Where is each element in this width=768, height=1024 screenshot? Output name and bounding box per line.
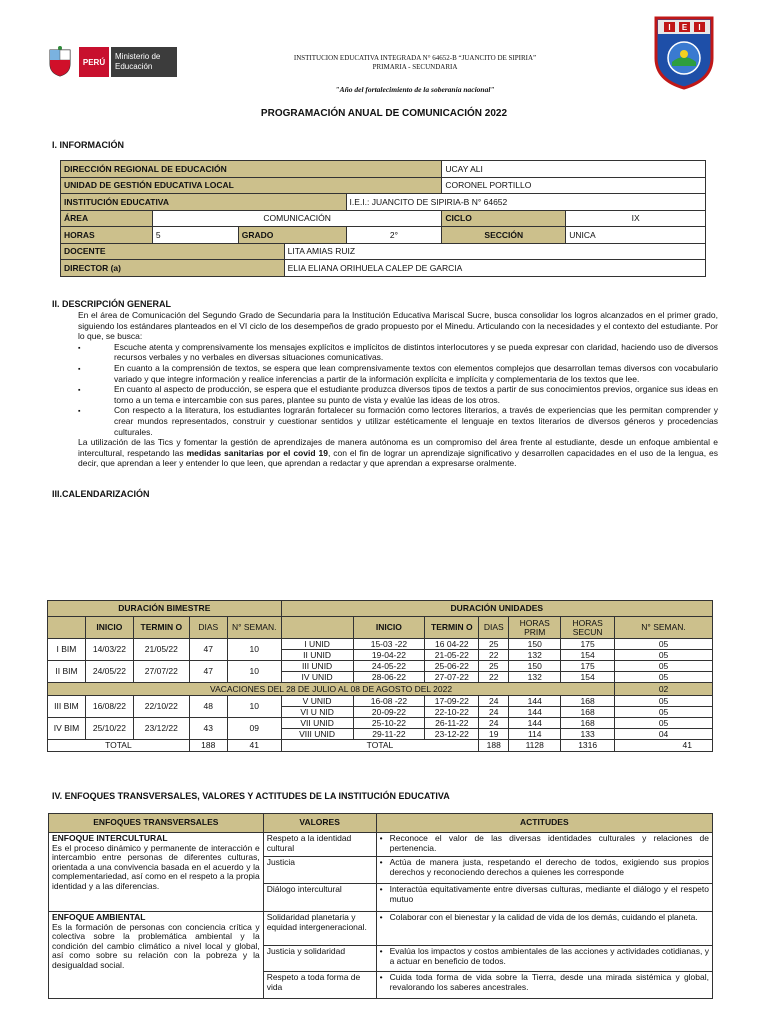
document-title: PROGRAMACIÓN ANUAL DE COMUNICACIÓN 2022: [260, 108, 508, 119]
unit-horas-prim: 144: [509, 696, 561, 707]
bim-inicio: 14/03/22: [85, 639, 133, 661]
unit-dias: 22: [479, 650, 509, 661]
total-horas-prim: 1128: [509, 740, 561, 752]
bim-dias: 43: [189, 718, 227, 740]
description-bullet: [78, 384, 718, 405]
bullet-icon: [380, 947, 390, 966]
unit-horas-secun: 168: [561, 718, 615, 729]
bullet-text: En cuanto al aspecto de producción, se espera que el estudiante produzca diversos tipos de textos a partir de sus conocimientos previos, organice sus ideas en torno a un tema e intercambie con sus pares, plantee su punto de vista y evalúe las ideas de los otros.: [114, 384, 718, 405]
ie-label: INSTITUCIÓN EDUCATIVA: [61, 194, 347, 211]
total-bim-dias: 188: [189, 740, 227, 752]
bim-name: II BIM: [48, 661, 86, 683]
bim-termino: 22/10/22: [133, 696, 189, 718]
unit-semanas: 04: [615, 729, 713, 740]
blank-cell: [48, 617, 86, 639]
ugel-label: UNIDAD DE GESTIÓN EDUCATIVA LOCAL: [61, 177, 442, 194]
bim-semanas: 10: [227, 639, 281, 661]
unit-horas-prim: 144: [509, 718, 561, 729]
unit-horas-prim: 114: [509, 729, 561, 740]
bim-inicio: 24/05/22: [85, 661, 133, 683]
enfoque-cell: [49, 833, 264, 912]
unit-inicio: 28-06-22: [353, 672, 425, 683]
bim-name: IV BIM: [48, 718, 86, 740]
unit-semanas: 05: [615, 696, 713, 707]
enfoques-table: [48, 813, 713, 999]
bim-inicio: 25/10/22: [85, 718, 133, 740]
unit-semanas: 05: [615, 707, 713, 718]
total-label: TOTAL: [281, 740, 479, 752]
section-heading-info: I. INFORMACIÓN: [52, 140, 124, 150]
valor-cell: Justicia: [263, 857, 376, 884]
director-value: ELIA ELIANA ORIHUELA CALEP DE GARCIA: [284, 260, 705, 277]
bullet-icon: [78, 342, 114, 363]
area-value: COMUNICACIÓN: [152, 210, 442, 227]
ciclo-value: IX: [566, 210, 706, 227]
actitud-cell: [376, 946, 712, 972]
unit-semanas: 05: [615, 718, 713, 729]
col-header-valores: VALORES: [263, 814, 376, 833]
valor-cell: Diálogo intercultural: [263, 884, 376, 912]
institution-name: INSTITUCION EDUCATIVA INTEGRADA N° 64652-B “JUANCITO DE SIPIRIA”: [293, 54, 537, 62]
col-header: HORAS SECUN: [561, 617, 615, 639]
seccion-label: SECCIÓN: [442, 227, 566, 244]
enfoque-cell: [49, 912, 264, 999]
year-motto: "Año del fortalecimiento de la soberanía nacional": [335, 85, 495, 94]
unit-name: VII UNID: [281, 718, 353, 729]
col-header-enfoques: ENFOQUES TRANSVERSALES: [49, 814, 264, 833]
unit-name: I UNID: [281, 639, 353, 650]
enfoque-text: Es la formación de personas con conciencia crítica y colectiva sobre la problemática ambiental y la condición del cambio climático a nivel local y global, así como sobre su relación con la pobreza y la desigualdad social.: [52, 921, 260, 970]
bim-semanas: 09: [227, 718, 281, 740]
enfoque-title: ENFOQUE INTERCULTURAL: [52, 833, 168, 843]
unit-dias: 24: [479, 718, 509, 729]
horas-label: HORAS: [61, 227, 153, 244]
description-intro: En el área de Comunicación del Segundo Grado de Secundaria para la Institución Educativa Mariscal Sucre, busca consolidar los logros alcanzados en el primer grado, siguiendo los estándares planteados en el VI ciclo de los desempeños de grado propuesto por el Minedu. Articulando con la necesidades y el contexto del estudiante. Por lo que, se busca:: [78, 310, 718, 342]
bullet-icon: [78, 363, 114, 384]
grado-label: GRADO: [238, 227, 346, 244]
unit-name: VIII UNID: [281, 729, 353, 740]
bimester-header: DURACIÓN BIMESTRE: [48, 601, 282, 617]
unit-inicio: 29-11-22: [353, 729, 425, 740]
total-label: TOTAL: [48, 740, 190, 752]
actitud-text: Colaborar con el bienestar y la calidad de vida de los demás, cuidando el planeta.: [389, 912, 698, 922]
total-bim-semanas: 41: [227, 740, 281, 752]
total-unit-dias: 188: [479, 740, 509, 752]
unit-horas-prim: 132: [509, 672, 561, 683]
bim-termino: 27/07/22: [133, 661, 189, 683]
section-heading-description: II. DESCRIPCIÓN GENERAL: [52, 299, 172, 309]
ugel-value: CORONEL PORTILLO: [442, 177, 706, 194]
docente-label: DOCENTE: [61, 243, 285, 260]
unit-inicio: 19-04-22: [353, 650, 425, 661]
unit-semanas: 05: [615, 639, 713, 650]
description-bullet: [78, 342, 718, 363]
bullet-icon: [380, 834, 390, 853]
total-horas-secun: 1316: [561, 740, 615, 752]
actitud-text: Interactúa equitativamente entre diversas culturas, mediante el diálogo y el respeto mutuo: [389, 884, 709, 904]
region-value: UCAY ALI: [442, 161, 706, 178]
crest-letter: I: [698, 23, 701, 32]
col-header: DIAS: [189, 617, 227, 639]
unit-name: VI U NID: [281, 707, 353, 718]
ciclo-label: CICLO: [442, 210, 566, 227]
actitud-cell: [376, 912, 712, 946]
horas-value: 5: [152, 227, 238, 244]
calendar-subheader-row: [48, 617, 713, 639]
bim-semanas: 10: [227, 661, 281, 683]
units-header: DURACIÓN UNIDADES: [281, 601, 712, 617]
actitud-cell: [376, 884, 712, 912]
unit-dias: 22: [479, 672, 509, 683]
bim-inicio: 16/08/22: [85, 696, 133, 718]
unit-horas-prim: 144: [509, 707, 561, 718]
valor-cell: Respeto a la identidad cultural: [263, 833, 376, 857]
unit-inicio: 25-10-22: [353, 718, 425, 729]
area-label: ÁREA: [61, 210, 153, 227]
unit-semanas: 05: [615, 661, 713, 672]
unit-horas-secun: 154: [561, 650, 615, 661]
actitud-text: Actúa de manera justa, respetando el derecho de todos, exigiendo sus propios derechos y reconociendo derechos a quienes les corresponde: [389, 857, 709, 877]
enfoque-text: Es el proceso dinámico y permanente de interacción e intercambio entre personas de diferentes culturas, orientada a una convivencia basada en el acuerdo y la complementariedad, así como en el respeto a la propia identidad y a las diferencias.: [52, 842, 260, 891]
description-closing: [78, 437, 718, 469]
blank-cell: [281, 617, 353, 639]
unit-dias: 25: [479, 661, 509, 672]
unit-dias: 25: [479, 639, 509, 650]
unit-horas-prim: 150: [509, 639, 561, 650]
actitud-text: Cuida toda forma de vida sobre la Tierra, desde una mirada sistémica y global, revalorando los saberes ancestrales.: [389, 972, 709, 992]
col-header: INICIO: [85, 617, 133, 639]
bullet-text: Con respecto a la literatura, los estudiantes lograrán fortalecer su formación como lectores literarios, a través de experiencias que les permitan comprender y crear mundos representados, construir y cuestionar sentidos y utilizar estéticamente el lenguaje en textos literarios de diversos géneros y procedencias culturales.: [114, 405, 718, 437]
actitud-cell: [376, 972, 712, 999]
section-heading-enfoques: IV. ENFOQUES TRANSVERSALES, VALORES Y ACTITUDES DE LA INSTITUCIÓN EDUCATIVA: [52, 791, 450, 801]
table-row: [48, 661, 713, 672]
unit-horas-secun: 154: [561, 672, 615, 683]
bim-semanas: 10: [227, 696, 281, 718]
unit-inicio: 24-05-22: [353, 661, 425, 672]
bim-dias: 48: [189, 696, 227, 718]
unit-inicio: 15-03 -22: [353, 639, 425, 650]
bullet-icon: [78, 384, 114, 405]
col-header: TERMIN O: [133, 617, 189, 639]
bullet-text: En cuanto a la comprensión de textos, se espera que lean comprensivamente textos con elementos complejos que desarrollan temas diversos con vocabulario variado y que integre información y realice inferencias a partir de la información explícita e implícita y complementaria de los textos que lee.: [114, 362, 718, 384]
docente-value: LITA AMIAS RUIZ: [284, 243, 705, 260]
grado-value: 2°: [346, 227, 442, 244]
col-header: N° SEMAN.: [227, 617, 281, 639]
table-row: [48, 639, 713, 650]
unit-horas-secun: 168: [561, 707, 615, 718]
description-body: [78, 310, 718, 469]
unit-name: V UNID: [281, 696, 353, 707]
unit-horas-secun: 168: [561, 696, 615, 707]
unit-name: II UNID: [281, 650, 353, 661]
unit-dias: 24: [479, 696, 509, 707]
unit-inicio: 16-08 -22: [353, 696, 425, 707]
closing-text: , con el fin de lograr un aprendizaje significativo y desarrollen capacidades en el uso de la lengua, es decir, que aprendan a leer y entender lo que leen, que aprendan a redactar y que aprendan a expresarse oralmente.: [78, 447, 719, 469]
institution-levels: PRIMARIA - SECUNDARIA: [372, 63, 458, 71]
unit-horas-prim: 150: [509, 661, 561, 672]
unit-termino: 23-12-22: [425, 729, 479, 740]
col-header: INICIO: [353, 617, 425, 639]
unit-horas-prim: 132: [509, 650, 561, 661]
totals-row: [48, 740, 713, 752]
school-crest-icon: [654, 16, 714, 90]
bullet-icon: [380, 913, 390, 923]
unit-termino: 17-09-22: [425, 696, 479, 707]
unit-termino: 22-10-22: [425, 707, 479, 718]
table-row: [48, 718, 713, 729]
valor-cell: Respeto a toda forma de vida: [263, 972, 376, 999]
col-header: N° SEMAN.: [615, 617, 713, 639]
peru-brand-label: PERÚ: [79, 47, 109, 77]
unit-termino: 27-07-22: [425, 672, 479, 683]
ministry-label: Ministerio de Educación: [111, 47, 177, 77]
vacation-row: [48, 683, 713, 696]
region-label: DIRECCIÓN REGIONAL DE EDUCACIÓN: [61, 161, 442, 178]
valor-cell: Solidaridad planetaria y equidad intergeneracional.: [263, 912, 376, 946]
bim-name: III BIM: [48, 696, 86, 718]
unit-name: III UNID: [281, 661, 353, 672]
actitud-text: Reconoce el valor de las diversas identidades culturales y relaciones de pertenencia.: [389, 833, 709, 853]
col-header-actitudes: ACTITUDES: [376, 814, 712, 833]
info-table: [60, 160, 706, 277]
section-heading-calendar: III.CALENDARIZACIÓN: [52, 489, 150, 499]
total-unit-semanas: 41: [615, 740, 713, 752]
seccion-value: UNICA: [566, 227, 706, 244]
ministry-logo: [47, 44, 181, 80]
bullet-icon: [380, 858, 390, 877]
unit-horas-secun: 175: [561, 639, 615, 650]
unit-name: IV UNID: [281, 672, 353, 683]
unit-termino: 16 04-22: [425, 639, 479, 650]
enfoque-title: ENFOQUE AMBIENTAL: [52, 912, 146, 922]
crest-letter: I: [668, 23, 671, 32]
actitud-cell: [376, 833, 712, 857]
bullet-icon: [380, 973, 390, 992]
vacation-weeks: 02: [615, 683, 713, 696]
col-header: HORAS PRIM: [509, 617, 561, 639]
bim-dias: 47: [189, 639, 227, 661]
unit-horas-secun: 175: [561, 661, 615, 672]
director-label: DIRECTOR (a): [61, 260, 285, 277]
unit-semanas: 05: [615, 650, 713, 661]
col-header: DIAS: [479, 617, 509, 639]
table-row: [48, 696, 713, 707]
bim-termino: 21/05/22: [133, 639, 189, 661]
bim-termino: 23/12/22: [133, 718, 189, 740]
bullet-icon: [78, 405, 114, 437]
description-bullet: [78, 405, 718, 437]
unit-inicio: 20-09-22: [353, 707, 425, 718]
table-row: [49, 833, 713, 857]
bullet-text: Escuche atenta y comprensivamente los mensajes explícitos e implícitos de distintos interlocutores y se pueda expresar con claridad, haciendo uso de diversos recursos verbales y no verbales en diversas situaciones comunicativas.: [114, 341, 718, 363]
calendar-table: [47, 600, 713, 752]
valor-cell: Justicia y solidaridad: [263, 946, 376, 972]
actitud-cell: [376, 857, 712, 884]
actitud-text: Evalúa los impactos y costos ambientales de las acciones y actividades cotidianas, y a actuar en beneficio de todos.: [389, 946, 709, 966]
unit-termino: 25-06-22: [425, 661, 479, 672]
bullet-icon: [380, 885, 390, 904]
table-row: [49, 912, 713, 946]
unit-semanas: 05: [615, 672, 713, 683]
crest-letter: E: [681, 23, 688, 32]
description-bullet: [78, 363, 718, 384]
closing-bold-text: medidas sanitarias por el covid 19: [186, 447, 328, 458]
bim-dias: 47: [189, 661, 227, 683]
col-header: TERMIN O: [425, 617, 479, 639]
unit-termino: 26-11-22: [425, 718, 479, 729]
unit-dias: 24: [479, 707, 509, 718]
vacation-text: VACACIONES DEL 28 DE JULIO AL 08 DE AGOSTO DEL 2022: [48, 683, 615, 696]
closing-text: La utilización de las Tics y fomentar la gestión de aprendizajes de manera autónoma es un compromiso del área frente al estudiante, desde un enfoque ambiental e intercultural, respetando las: [78, 437, 718, 458]
unit-termino: 21-05-22: [425, 650, 479, 661]
ie-value: I.E.I.: JUANCITO DE SIPIRIA-B N° 64652: [346, 194, 705, 211]
unit-dias: 19: [479, 729, 509, 740]
unit-horas-secun: 133: [561, 729, 615, 740]
peru-shield-icon: [47, 46, 73, 78]
bim-name: I BIM: [48, 639, 86, 661]
